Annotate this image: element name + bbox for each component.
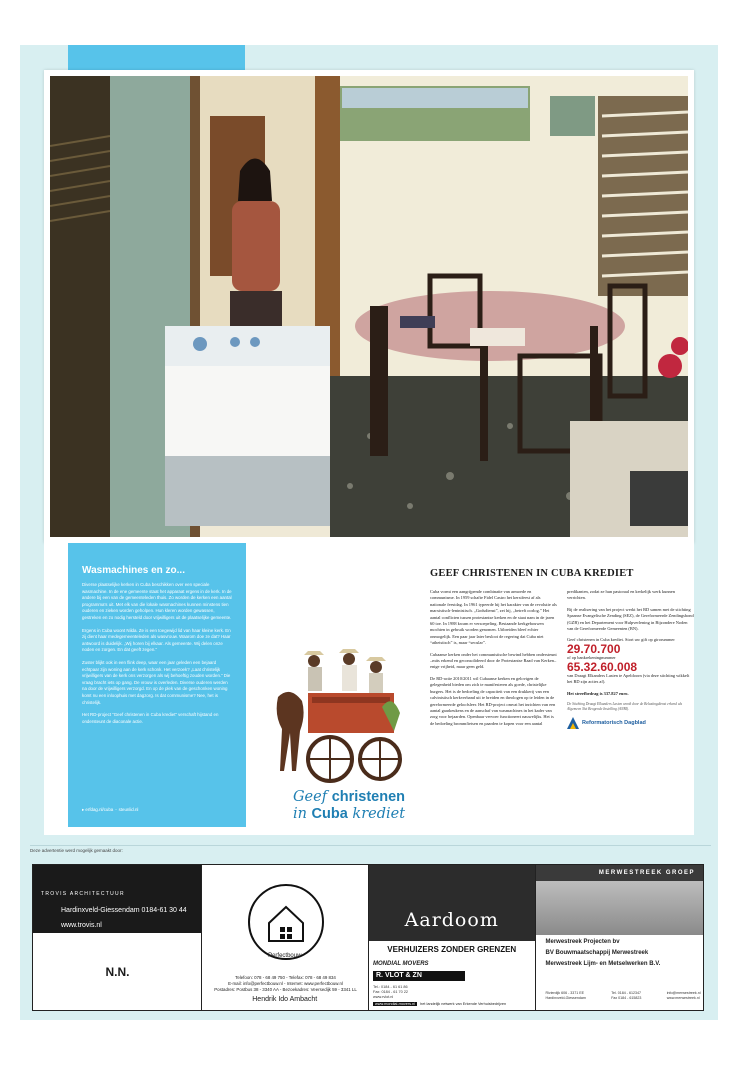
donation-intro: Geef christenen in Cuba krediet. Stort uw gift op girorummer xyxy=(567,637,675,643)
article-paragraph: Cuba vormt een aangrijpende combinatie van armoede en communisme. In 1959 schafte Fidel Castro het kerstfeest af als nationale feestdag. In 1961 typeerde hij het karakter van de revolutie als marxistisch-leninistisch. „Godsdienst”, zei hij, „betreft oorlog.” Het aantal conflicten tussen protestantse kerken en de staat nam in de jaren 60 toe. In 1988 kwam er versoepeling. Bestaande kerkgebouwen mochten in gebruik worden genomen. Uitbreiden bleef echter onmogelijk. Een paar jaar later besloot de regering dat Cuba niet “atheistisch” is, maar “secular”. xyxy=(430,589,557,646)
sidebar-paragraph: Ergens in Cuba woont Nilda. Ze is een toegewijd lid van haar kleine kerk. En zij dient haar medegemeenteleden als wasvrouw. Waarom doe ze dat? Haar antwoord is duidelijk. „Wij horen bij elkaar. Als gemeente. Wij delen onze noden en zorgen. En dat geeft zegen.” xyxy=(82,627,231,653)
article-section xyxy=(44,543,694,835)
bank-number: 65.32.60.008 xyxy=(567,659,638,674)
slogan-word: Cuba xyxy=(311,806,348,822)
aardoom-footer xyxy=(373,1002,508,1006)
trovis-website[interactable]: www.trovis.nl xyxy=(61,922,102,929)
kitchen-photo xyxy=(50,76,688,537)
article-paragraph: predikanten, zodat ze hun pastoraal en kerkelijk werk kunnen verrichten. xyxy=(567,589,675,601)
vlot-contact: Tel.: 0184 - 61 61 86 Fax: 0184 - 61 70 22 www.rvlot.nl xyxy=(373,985,409,999)
trovis-brand: TROVIS ARCHITECTUUR xyxy=(41,891,125,897)
merwestreek-phone: Tel. 0184 - 612347 Fax 0184 - 615823 xyxy=(611,991,642,1000)
merwestreek-address: Rivierdijk 606 - 3371 EE Hardinxveld-Giessendam xyxy=(545,991,586,1000)
mondial-website[interactable]: www.mondial-movers.nl xyxy=(375,1002,416,1006)
top-accent-tab xyxy=(68,45,245,71)
merwestreek-contact xyxy=(546,991,701,1001)
article-column-2 xyxy=(567,589,694,729)
slogan-word: krediet xyxy=(352,806,406,822)
aardoom-tagline: VERHUIZERS ZONDER GRENZEN xyxy=(387,945,517,954)
sponsor-ads xyxy=(32,864,704,1011)
slogan-word: Geef xyxy=(292,789,328,805)
vlot-name: R. VLOT & ZN xyxy=(373,971,465,981)
article-title: GEEF CHRISTENEN IN CUBA KREDIET xyxy=(430,568,634,579)
ad-perfectbouw[interactable] xyxy=(202,865,370,1010)
company-line: Merwestreek Lijm- en Metselwerken B.V. xyxy=(545,961,661,967)
merwestreek-mail[interactable]: info@merwestreek.nl www.merwestreek.nl xyxy=(666,991,701,1000)
perfectbouw-city: Hendrik Ido Ambacht xyxy=(252,996,318,1003)
company-line: BV Bouwmaatschappij Merwestreek xyxy=(545,950,649,956)
ad-aardoom[interactable] xyxy=(369,865,536,1010)
sidebar-paragraph: Het RD-project “Geef christenen in Cuba krediet” verschaft hijstand en ondersteunt de diaconale actie. xyxy=(82,712,219,724)
sidebar-paragraph: Diverse plaatselijke kerken in Cuba beschikken over een speciale wasmachine. In de ene gemeente staat het apparaat ergens in de kerk. In de andere bij een van de gemeenteleden thuis. Zo worden de kerken een aantal programma's uit. Met elk van die lokale wasmachines kunnen minstens tien ouderen en zieken worden geholpen. Hun kleren worden gewassen, gestreken en zo nodig hersteld door vrijwilligers uit de plaatselijke gemeente. xyxy=(82,582,232,620)
sidebar-paragraph: Zuster blijkt ook in een flink deep, waar een jaar geleden een bejaard echtpaar zijn woning aan de kerk schonk. Het verzoek? „Laat christelijk vrijwilligers van de kerk ons verzorgen als wij behoeftig zouden worden.” Die vraag bracht iets op gang. De vrouw is overleden. Diverse ouderen werden na door de vrijwilligers verzorgd. En op de plek van de geschonken woning komt nu een inloophuis met dagzorg. Is dat communisme? Nee, het is christelijk. xyxy=(82,659,231,705)
aardoom-banner xyxy=(369,865,535,941)
company-line: Merwestreek Projecten bv xyxy=(545,939,620,945)
article-paragraph: Bij de realisering van het project werkt het RD samen met de stichting Spaanse Evangelische Zending (SEZ), de Gereformeerde Zendingsbond (GZB) en het Departement voor Hulpverlening in Bijzondere Noden van de Gereformeerde Gemeenten (BN). xyxy=(567,606,694,632)
aardoom-name: Aardoom xyxy=(404,909,499,931)
horse-cart-illustration xyxy=(272,647,402,797)
sponsor-intro: Deze advertentie werd mogelijk gemaakt door: xyxy=(30,848,123,853)
article-column-1 xyxy=(430,589,557,732)
article-paragraph: Cubaanse kerken onder het communistische bewind hebben ondersteunt –mits erkend en geconsolideerd door de Protestantse Raad van Kerken– enige vrijheid, maar geen geld. xyxy=(430,651,557,670)
merwestreek-companies xyxy=(546,937,661,970)
sidebar-footer: ▸ erfdag.nl/cuba ·· steunlid.nl xyxy=(82,807,139,812)
target-amount: Het streefbedrag is 337.827 euro. xyxy=(567,690,629,696)
rd-logo xyxy=(567,717,694,729)
mondial-network: het landelijk netwerk van Erkende Verhuisbedrijven xyxy=(420,1002,507,1006)
ad-trovis[interactable] xyxy=(33,865,202,1010)
perfectbouw-contact: Telefoon: 078 - 68 49 750 - Telefax: 078 - 68 49 834 E-mail: info@perfectbouw.nl - Internet: www.perfectbouw.nl Postadres: Postbus 38 - 3340 AA - Bezoekadres: Veersedijk 59 - 3341 LL xyxy=(214,975,357,992)
bank-holder: van Draagt Elkanders Lasten te Apeldoorn (via deze stichting wikkelt het RD zijn acties af). xyxy=(567,673,690,685)
giro-number: 29.70.700 xyxy=(567,641,621,656)
rd-logo-text: Reformatorisch Dagblad xyxy=(582,720,646,727)
perfectbouw-logo xyxy=(247,883,325,961)
sidebar-box xyxy=(68,543,246,827)
slogan-word: in xyxy=(292,806,307,822)
anbi-note: De Stichting Draagt Elkanders Lasten wordt door de Belastingdienst erkend als Algemeen Nut Beogende Instelling (ANBI). xyxy=(567,702,683,712)
campaign-slogan xyxy=(274,789,424,823)
merwestreek-building-image xyxy=(536,881,704,935)
anonymous-sponsor: N.N. xyxy=(105,965,130,979)
sidebar-title: Wasmachines en zo... xyxy=(82,565,185,576)
rd-logo-icon xyxy=(567,717,579,729)
bank-intro: of op bankrekeningnummer xyxy=(567,655,616,661)
photo-card xyxy=(44,70,694,543)
trovis-address: Hardinxveld-Giessendam 0184-61 30 44 xyxy=(61,907,187,914)
merwestreek-header: MERWESTREEK GROEP xyxy=(536,865,704,881)
article-paragraph: De RD-actie 2010/2011 wil Cubaanse kerken en gelovigen de gelegenheid bieden om zich te manifesteren als goede, christelijke burgers. Het is de bedoeling de capaciteit van een drukkerij van een calvinistisch kerkverband uit te breiden en theologen op te leiden in de gereformeerde geloofsleer. Het RD-project omvat het inrichten van een aantal gaarkeukens en de aanschaf van wasmachines in het kader van zorg voor bejaarden. Openbaar vervoer functioneert nauwelijks. Het is de bedoeling brommfietsen en paarden te kopen voor een aantal xyxy=(430,675,556,726)
divider xyxy=(30,845,711,846)
ad-merwestreek[interactable] xyxy=(536,865,704,1010)
perfectbouw-name: Perfectbouw xyxy=(268,953,302,959)
mondial-movers-logo: MONDIAL MOVERS xyxy=(373,961,429,967)
trovis-banner xyxy=(33,865,201,933)
slogan-word: christenen xyxy=(331,789,406,805)
